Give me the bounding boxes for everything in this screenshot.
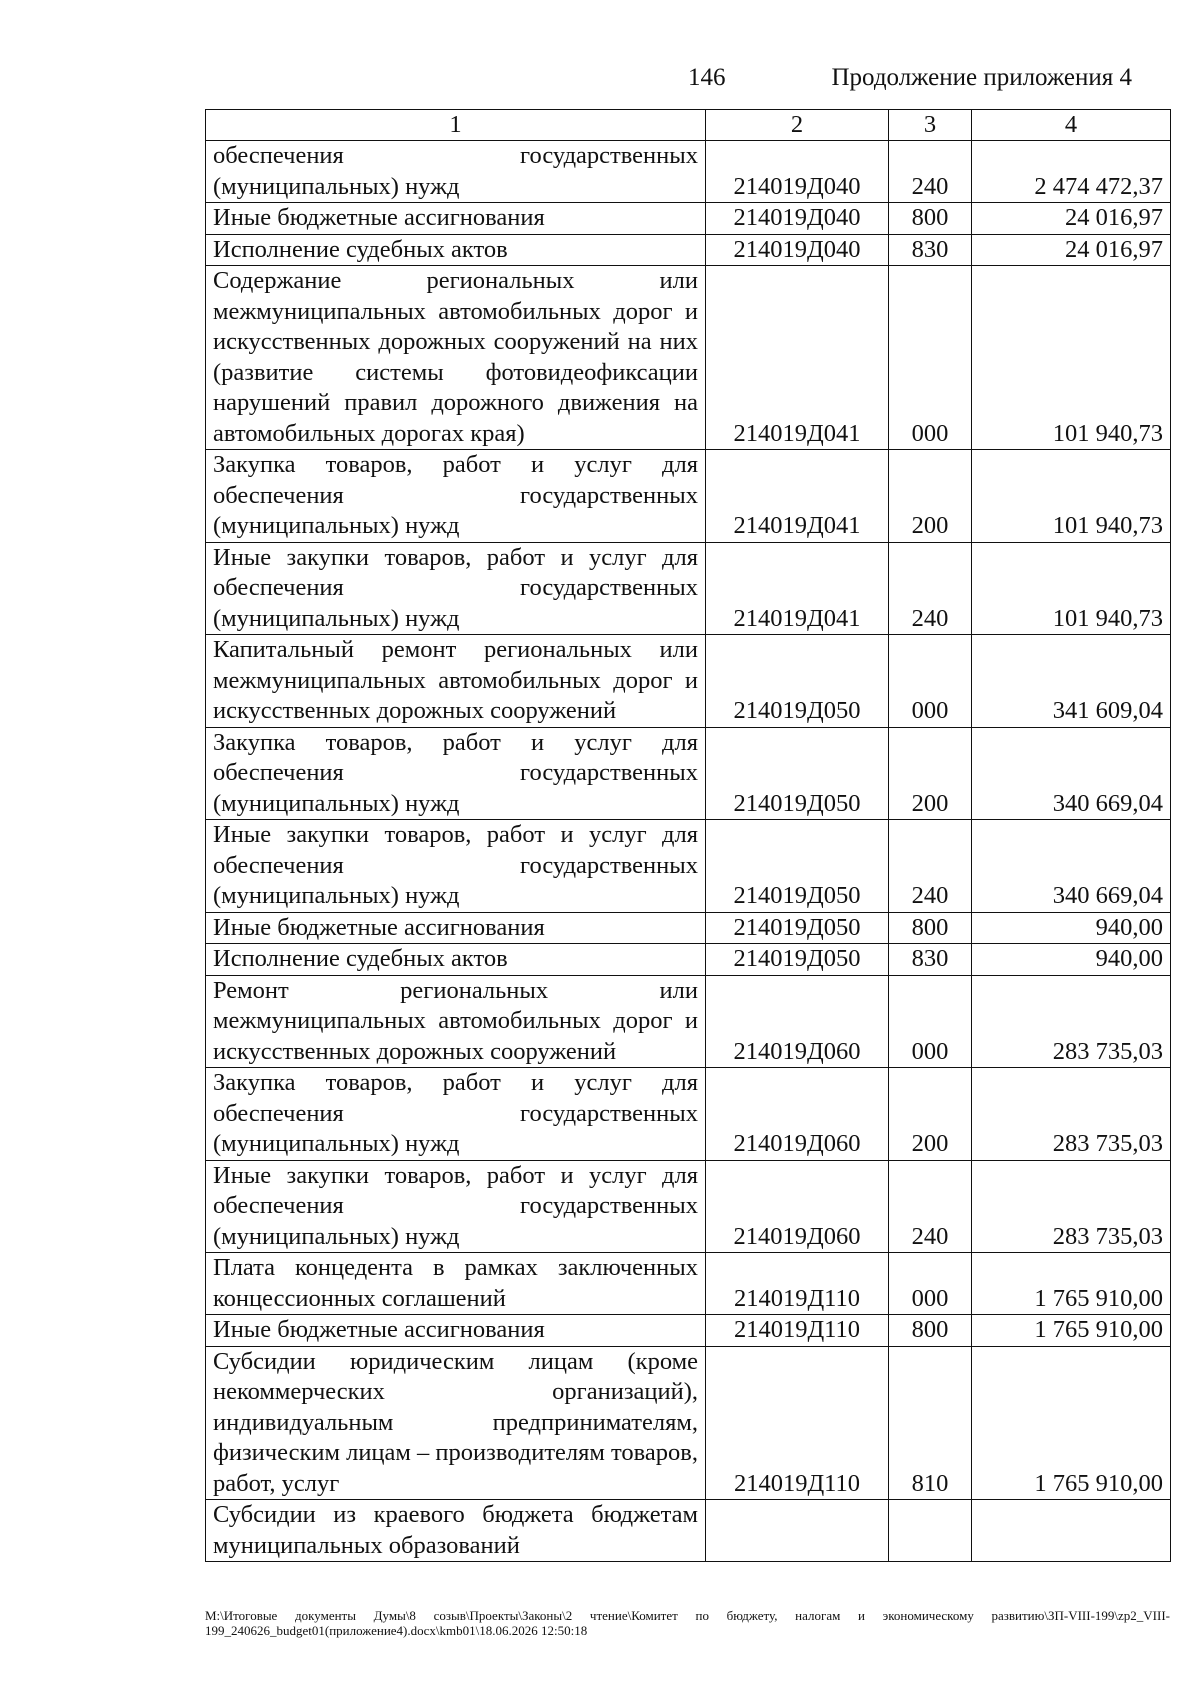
row-sum-cell: 940,00 xyxy=(972,944,1171,976)
table-row xyxy=(206,1500,1171,1562)
row-name-cell: Исполнение судебных актов xyxy=(206,234,706,266)
row-code-cell: 214019Д060 xyxy=(706,1160,889,1253)
row-code-cell: 214019Д041 xyxy=(706,450,889,543)
row-sum-cell: 101 940,73 xyxy=(972,542,1171,635)
row-kvr-cell: 200 xyxy=(889,450,972,543)
column-header-4: 4 xyxy=(972,110,1171,141)
table-row xyxy=(206,912,1171,944)
row-name-cell: Иные бюджетные ассигнования xyxy=(206,912,706,944)
row-sum-cell: 283 735,03 xyxy=(972,1160,1171,1253)
row-code-cell: 214019Д050 xyxy=(706,635,889,728)
row-code-cell: 214019Д041 xyxy=(706,542,889,635)
row-code-cell: 214019Д050 xyxy=(706,820,889,913)
row-sum-cell: 101 940,73 xyxy=(972,450,1171,543)
row-sum-cell: 283 735,03 xyxy=(972,1068,1171,1161)
row-sum-cell: 1 765 910,00 xyxy=(972,1315,1171,1347)
row-kvr-cell: 000 xyxy=(889,975,972,1068)
row-kvr-cell: 000 xyxy=(889,266,972,450)
column-header-2: 2 xyxy=(706,110,889,141)
table-row xyxy=(206,1068,1171,1161)
row-name-cell: Плата концедента в рамках заключенных концессионных соглашений xyxy=(206,1253,706,1315)
row-code-cell: 214019Д060 xyxy=(706,975,889,1068)
row-code-cell: 214019Д110 xyxy=(706,1253,889,1315)
table-row xyxy=(206,820,1171,913)
row-name-cell: Субсидии из краевого бюджета бюджетам муниципальных образований xyxy=(206,1500,706,1562)
table-row xyxy=(206,1160,1171,1253)
row-sum-cell: 101 940,73 xyxy=(972,266,1171,450)
row-kvr-cell: 000 xyxy=(889,1253,972,1315)
table-row xyxy=(206,944,1171,976)
page-number: 146 xyxy=(688,64,726,91)
table-row xyxy=(206,141,1171,203)
row-kvr-cell: 200 xyxy=(889,1068,972,1161)
row-code-cell: 214019Д060 xyxy=(706,1068,889,1161)
table-row xyxy=(206,234,1171,266)
table-row xyxy=(206,1346,1171,1500)
budget-table xyxy=(205,109,1171,1562)
row-kvr-cell: 240 xyxy=(889,1160,972,1253)
row-kvr-cell: 830 xyxy=(889,944,972,976)
continuation-caption: Продолжение приложения 4 xyxy=(831,64,1132,91)
row-kvr-cell: 800 xyxy=(889,912,972,944)
row-name-cell: Закупка товаров, работ и услуг для обеспечения государственных (муниципальных) нужд xyxy=(206,727,706,820)
row-sum-cell: 1 765 910,00 xyxy=(972,1346,1171,1500)
row-kvr-cell xyxy=(889,1500,972,1562)
row-name-cell: Закупка товаров, работ и услуг для обеспечения государственных (муниципальных) нужд xyxy=(206,1068,706,1161)
budget-table-body xyxy=(206,110,1171,1562)
row-code-cell: 214019Д040 xyxy=(706,234,889,266)
document-path-footer: M:\Итоговые документы Думы\8 созыв\Проекты\Законы\2 чтение\Комитет по бюджету, налогам и экономическому развитию\ЗП-VIII-199\zp2_VIII-199_240626_budget01(приложение4).docx\kmb01\18.06.2026 12:50:18 xyxy=(205,1608,1170,1638)
row-sum-cell: 2 474 472,37 xyxy=(972,141,1171,203)
row-sum-cell: 940,00 xyxy=(972,912,1171,944)
row-code-cell: 214019Д040 xyxy=(706,203,889,235)
table-row xyxy=(206,203,1171,235)
row-sum-cell: 1 765 910,00 xyxy=(972,1253,1171,1315)
row-code-cell: 214019Д050 xyxy=(706,912,889,944)
row-name-cell: Иные бюджетные ассигнования xyxy=(206,203,706,235)
row-name-cell: Содержание региональных или межмуниципальных автомобильных дорог и искусственных дорожных сооружений на них (развитие системы фотовидеофиксации нарушений правил дорожного движения на автомобильных дорогах края) xyxy=(206,266,706,450)
row-sum-cell: 283 735,03 xyxy=(972,975,1171,1068)
row-kvr-cell: 800 xyxy=(889,1315,972,1347)
row-code-cell: 214019Д041 xyxy=(706,266,889,450)
row-name-cell: Иные закупки товаров, работ и услуг для обеспечения государственных (муниципальных) нужд xyxy=(206,1160,706,1253)
row-sum-cell: 340 669,04 xyxy=(972,727,1171,820)
table-row xyxy=(206,1253,1171,1315)
row-name-cell: Иные закупки товаров, работ и услуг для обеспечения государственных (муниципальных) нужд xyxy=(206,820,706,913)
row-name-cell: Иные бюджетные ассигнования xyxy=(206,1315,706,1347)
table-row xyxy=(206,1315,1171,1347)
row-code-cell xyxy=(706,1500,889,1562)
table-row xyxy=(206,266,1171,450)
row-name-cell: Капитальный ремонт региональных или межмуниципальных автомобильных дорог и искусственных дорожных сооружений xyxy=(206,635,706,728)
row-code-cell: 214019Д050 xyxy=(706,727,889,820)
row-sum-cell: 340 669,04 xyxy=(972,820,1171,913)
column-header-3: 3 xyxy=(889,110,972,141)
row-name-cell: Ремонт региональных или межмуниципальных автомобильных дорог и искусственных дорожных сооружений xyxy=(206,975,706,1068)
row-kvr-cell: 200 xyxy=(889,727,972,820)
row-name-cell: Закупка товаров, работ и услуг для обеспечения государственных (муниципальных) нужд xyxy=(206,450,706,543)
row-kvr-cell: 240 xyxy=(889,542,972,635)
row-sum-cell: 24 016,97 xyxy=(972,234,1171,266)
row-kvr-cell: 240 xyxy=(889,820,972,913)
column-header-1: 1 xyxy=(206,110,706,141)
table-row xyxy=(206,975,1171,1068)
column-number-row xyxy=(206,110,1171,141)
row-kvr-cell: 810 xyxy=(889,1346,972,1500)
row-code-cell: 214019Д040 xyxy=(706,141,889,203)
row-sum-cell xyxy=(972,1500,1171,1562)
row-sum-cell: 24 016,97 xyxy=(972,203,1171,235)
row-name-cell: Субсидии юридическим лицам (кроме некоммерческих организаций), индивидуальным предпринимателям, физическим лицам – производителям товаров, работ, услуг xyxy=(206,1346,706,1500)
row-name-cell: обеспечения государственных (муниципальных) нужд xyxy=(206,141,706,203)
table-row xyxy=(206,635,1171,728)
row-code-cell: 214019Д110 xyxy=(706,1315,889,1347)
table-row xyxy=(206,450,1171,543)
row-kvr-cell: 830 xyxy=(889,234,972,266)
row-name-cell: Иные закупки товаров, работ и услуг для обеспечения государственных (муниципальных) нужд xyxy=(206,542,706,635)
row-code-cell: 214019Д050 xyxy=(706,944,889,976)
row-kvr-cell: 240 xyxy=(889,141,972,203)
row-name-cell: Исполнение судебных актов xyxy=(206,944,706,976)
table-row xyxy=(206,727,1171,820)
row-kvr-cell: 800 xyxy=(889,203,972,235)
table-row xyxy=(206,542,1171,635)
row-sum-cell: 341 609,04 xyxy=(972,635,1171,728)
row-kvr-cell: 000 xyxy=(889,635,972,728)
row-code-cell: 214019Д110 xyxy=(706,1346,889,1500)
